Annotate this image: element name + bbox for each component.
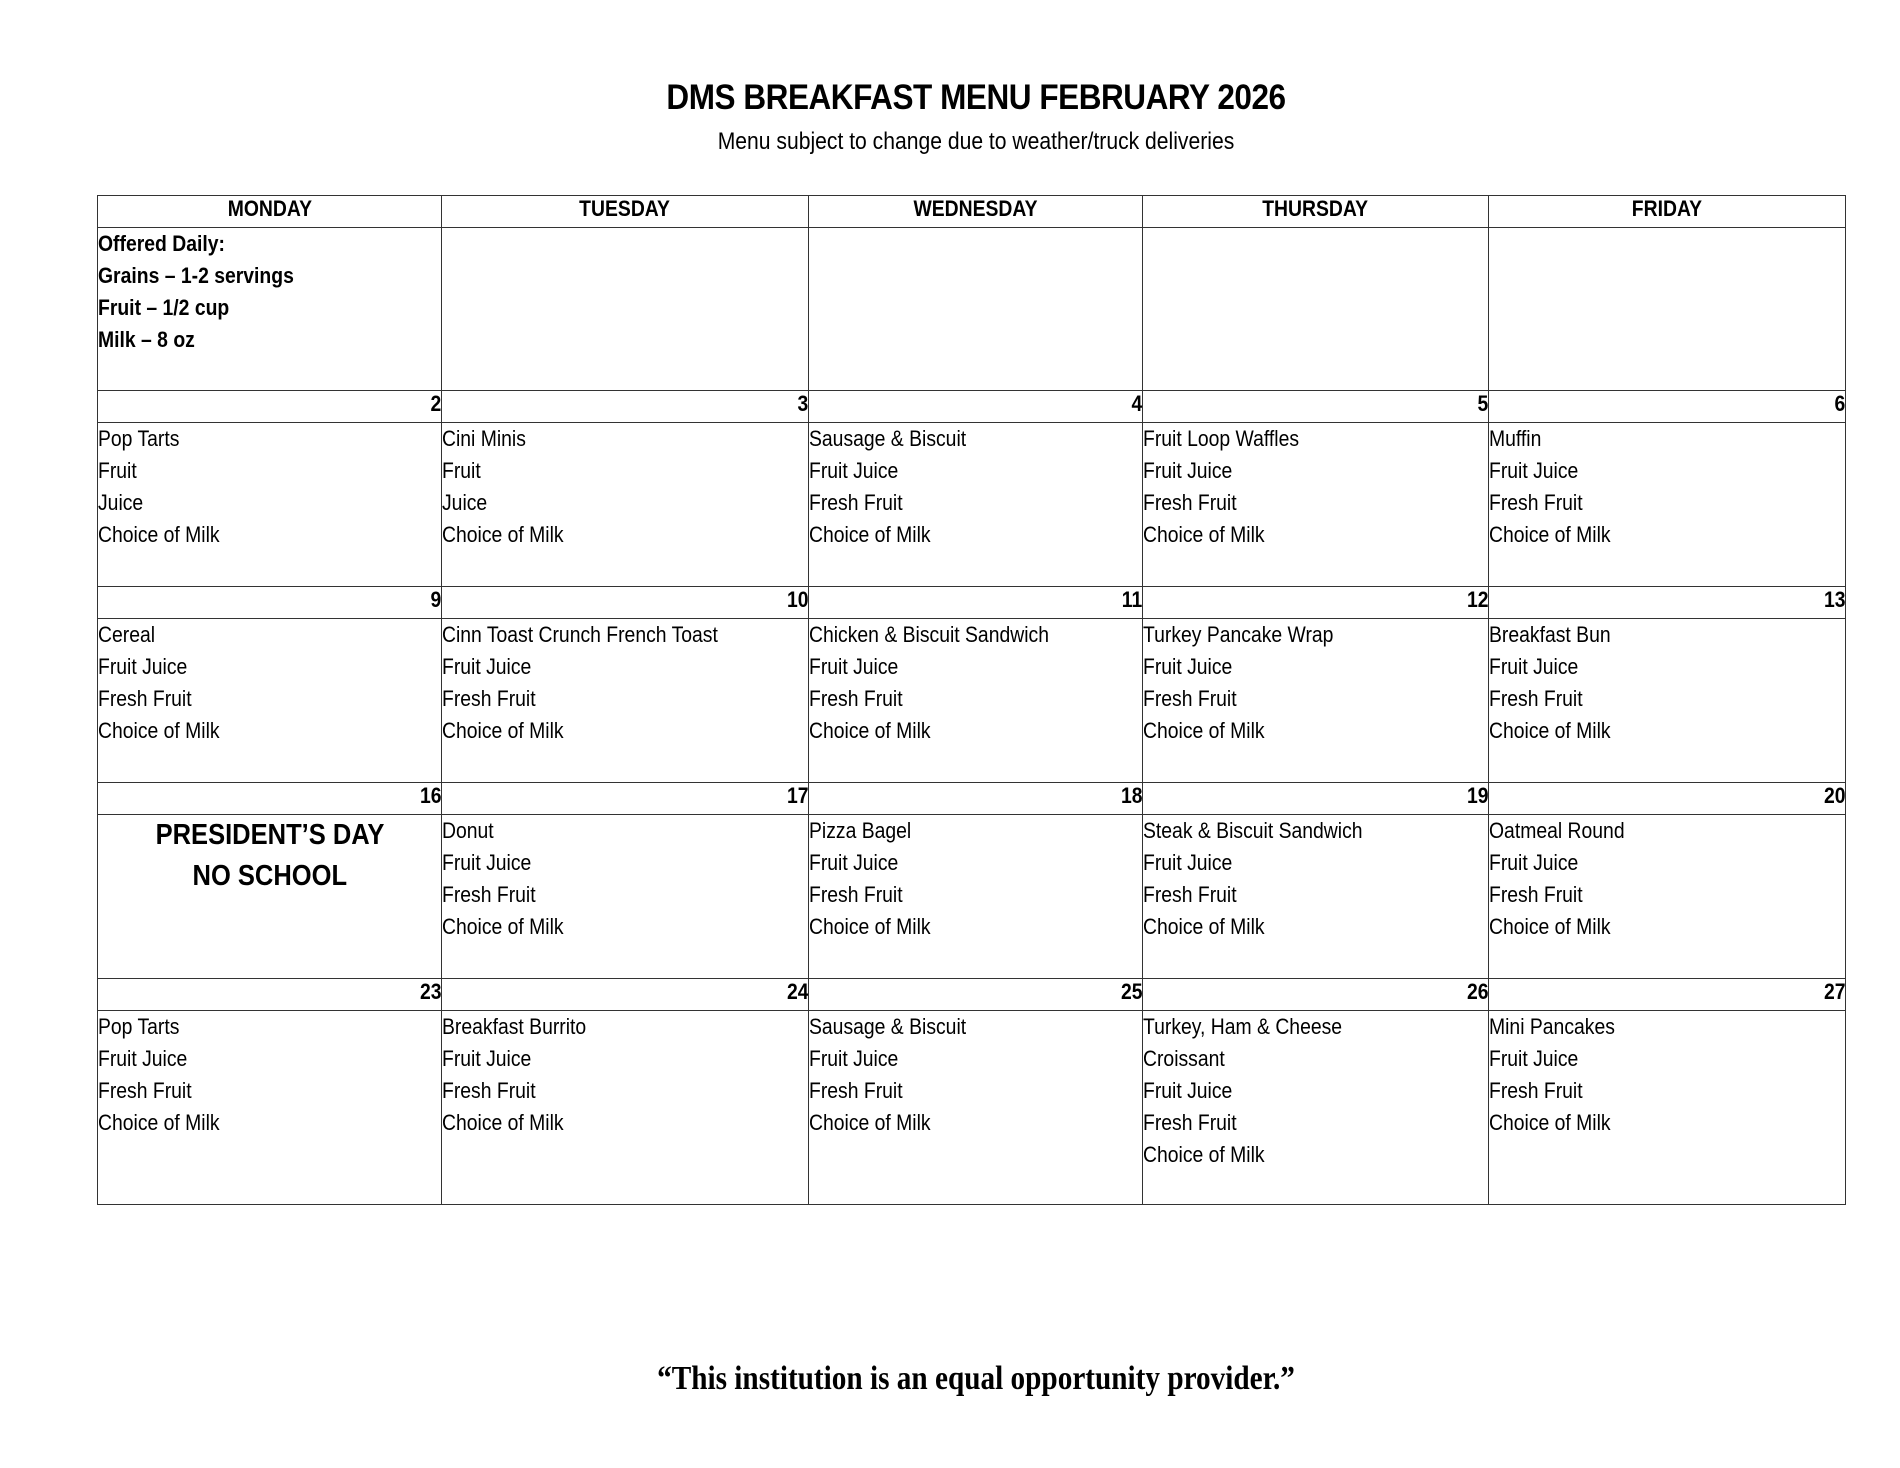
offered-daily-cell	[98, 228, 442, 391]
menu-item: Choice of Milk	[1143, 914, 1265, 939]
empty-cell	[442, 228, 809, 391]
menu-item: Fresh Fruit	[809, 490, 903, 515]
date-cell: 16	[98, 783, 442, 815]
date-cell: 13	[1489, 587, 1846, 619]
date-cell: 3	[442, 391, 809, 423]
menu-item: Choice of Milk	[809, 522, 931, 547]
menu-item: Fruit Juice	[809, 458, 899, 483]
date-cell: 6	[1489, 391, 1846, 423]
menu-item: Muffin	[1489, 426, 1542, 451]
menu-item: Fresh Fruit	[1489, 686, 1583, 711]
menu-item: Pizza Bagel	[809, 818, 912, 843]
menu-item: Fruit Juice	[98, 654, 188, 679]
menu-cell	[442, 815, 809, 979]
menu-cell	[809, 423, 1143, 587]
menu-cell	[98, 619, 442, 783]
menu-item: Oatmeal Round	[1489, 818, 1625, 843]
menu-item: Fresh Fruit	[1489, 490, 1583, 515]
menu-cell	[98, 1011, 442, 1205]
menu-cell	[1143, 619, 1489, 783]
menu-item: Choice of Milk	[809, 718, 931, 743]
menu-item: Pop Tarts	[98, 426, 180, 451]
menu-item: Choice of Milk	[809, 914, 931, 939]
menu-item: Fruit Juice	[1489, 1046, 1579, 1071]
offered-daily-grains: Grains – 1-2 servings	[98, 263, 294, 288]
menu-item: Fresh Fruit	[98, 1078, 192, 1103]
menu-item: Fresh Fruit	[1489, 882, 1583, 907]
date-cell: 24	[442, 979, 809, 1011]
menu-item: Sausage & Biscuit	[809, 426, 967, 451]
menu-item: Fruit Loop Waffles	[1143, 426, 1300, 451]
menu-item: Steak & Biscuit Sandwich	[1143, 818, 1363, 843]
menu-item: Fresh Fruit	[1143, 1110, 1237, 1135]
menu-item: Fruit Juice	[442, 654, 532, 679]
menu-item: Fruit Juice	[1489, 458, 1579, 483]
menu-item: Choice of Milk	[1489, 718, 1611, 743]
menu-item: Fresh Fruit	[809, 1078, 903, 1103]
menu-item: Turkey Pancake Wrap	[1143, 622, 1334, 647]
empty-cell	[1143, 228, 1489, 391]
day-header-wednesday: WEDNESDAY	[809, 196, 1143, 228]
menu-cell	[442, 423, 809, 587]
menu-item: Fruit Juice	[1489, 654, 1579, 679]
menu-item: Turkey, Ham & Cheese	[1143, 1014, 1343, 1039]
menu-item: Choice of Milk	[442, 718, 564, 743]
menu-cell	[1143, 815, 1489, 979]
menu-cell	[1489, 423, 1846, 587]
menu-item: Fresh Fruit	[809, 686, 903, 711]
menu-item: Fruit Juice	[442, 1046, 532, 1071]
date-cell: 19	[1143, 783, 1489, 815]
date-cell: 2	[98, 391, 442, 423]
menu-item: Choice of Milk	[98, 718, 220, 743]
menu-item: Fruit Juice	[442, 850, 532, 875]
equal-opportunity-statement: “This institution is an equal opportunity provider.”	[657, 1360, 1295, 1397]
menu-item: Cini Minis	[442, 426, 526, 451]
menu-calendar-table	[97, 195, 1846, 1205]
menu-item: Fruit Juice	[1143, 458, 1233, 483]
menu-cell	[809, 619, 1143, 783]
menu-item: Fruit	[442, 458, 481, 483]
menu-item: Mini Pancakes	[1489, 1014, 1615, 1039]
date-cell: 5	[1143, 391, 1489, 423]
menu-item: Fruit Juice	[809, 850, 899, 875]
menu-cell	[442, 619, 809, 783]
date-cell: 27	[1489, 979, 1846, 1011]
menu-item: Fruit Juice	[1143, 850, 1233, 875]
menu-row	[98, 423, 1846, 587]
menu-item: Juice	[442, 490, 488, 515]
holiday-cell	[98, 815, 442, 979]
menu-item: Fruit Juice	[1489, 850, 1579, 875]
page-title: DMS BREAKFAST MENU FEBRUARY 2026	[666, 78, 1286, 117]
menu-cell	[809, 815, 1143, 979]
menu-item: Choice of Milk	[98, 522, 220, 547]
menu-item: Fresh Fruit	[809, 882, 903, 907]
date-cell: 25	[809, 979, 1143, 1011]
offered-daily-fruit: Fruit – 1/2 cup	[98, 295, 230, 320]
day-header-tuesday: TUESDAY	[442, 196, 809, 228]
menu-item: Choice of Milk	[1143, 1142, 1265, 1167]
date-row	[98, 783, 1846, 815]
empty-cell	[809, 228, 1143, 391]
menu-cell	[1489, 1011, 1846, 1205]
weekday-header-row	[98, 196, 1846, 228]
menu-item: Fresh Fruit	[1489, 1078, 1583, 1103]
date-cell: 10	[442, 587, 809, 619]
holiday-note: NO SCHOOL	[192, 860, 347, 892]
menu-cell	[442, 1011, 809, 1205]
menu-item: Breakfast Bun	[1489, 622, 1611, 647]
offered-daily-row	[98, 228, 1846, 391]
menu-item: Choice of Milk	[442, 522, 564, 547]
menu-item: Choice of Milk	[809, 1110, 931, 1135]
menu-item: Fruit Juice	[809, 654, 899, 679]
menu-item: Fresh Fruit	[1143, 882, 1237, 907]
menu-item: Croissant	[1143, 1046, 1225, 1071]
menu-item: Breakfast Burrito	[442, 1014, 587, 1039]
menu-item: Fruit Juice	[98, 1046, 188, 1071]
menu-cell	[809, 1011, 1143, 1205]
date-cell: 18	[809, 783, 1143, 815]
day-header-thursday: THURSDAY	[1143, 196, 1489, 228]
menu-item: Fruit	[98, 458, 137, 483]
date-row	[98, 391, 1846, 423]
menu-row	[98, 815, 1846, 979]
date-cell: 20	[1489, 783, 1846, 815]
date-cell: 4	[809, 391, 1143, 423]
day-header-friday: FRIDAY	[1489, 196, 1846, 228]
day-header-monday: MONDAY	[98, 196, 442, 228]
menu-item: Choice of Milk	[442, 1110, 564, 1135]
menu-item: Fruit Juice	[1143, 654, 1233, 679]
date-cell: 23	[98, 979, 442, 1011]
date-row	[98, 979, 1846, 1011]
menu-cell	[1489, 815, 1846, 979]
menu-item: Choice of Milk	[1489, 914, 1611, 939]
menu-item: Fruit Juice	[809, 1046, 899, 1071]
menu-item: Fresh Fruit	[1143, 686, 1237, 711]
menu-item: Choice of Milk	[1489, 1110, 1611, 1135]
menu-cell	[98, 423, 442, 587]
menu-row	[98, 619, 1846, 783]
offered-daily-heading: Offered Daily:	[98, 231, 225, 256]
menu-cell	[1143, 423, 1489, 587]
menu-item: Choice of Milk	[442, 914, 564, 939]
menu-cell	[1143, 1011, 1489, 1205]
menu-item: Choice of Milk	[1143, 522, 1265, 547]
menu-item: Fruit Juice	[1143, 1078, 1233, 1103]
menu-item: Chicken & Biscuit Sandwich	[809, 622, 1049, 647]
date-cell: 11	[809, 587, 1143, 619]
menu-item: Fresh Fruit	[98, 686, 192, 711]
offered-daily-milk: Milk – 8 oz	[98, 327, 195, 352]
menu-row	[98, 1011, 1846, 1205]
menu-item: Cereal	[98, 622, 156, 647]
menu-item: Fresh Fruit	[442, 1078, 536, 1103]
date-cell: 26	[1143, 979, 1489, 1011]
holiday-name: PRESIDENT’S DAY	[155, 819, 384, 851]
date-cell: 9	[98, 587, 442, 619]
menu-item: Pop Tarts	[98, 1014, 180, 1039]
menu-item: Choice of Milk	[1143, 718, 1265, 743]
date-cell: 12	[1143, 587, 1489, 619]
page-subtitle: Menu subject to change due to weather/truck deliveries	[717, 128, 1235, 155]
date-row	[98, 587, 1846, 619]
menu-item: Juice	[98, 490, 144, 515]
date-cell: 17	[442, 783, 809, 815]
empty-cell	[1489, 228, 1846, 391]
menu-cell	[1489, 619, 1846, 783]
menu-item: Fresh Fruit	[442, 686, 536, 711]
menu-item: Choice of Milk	[98, 1110, 220, 1135]
menu-item: Fresh Fruit	[1143, 490, 1237, 515]
menu-item: Cinn Toast Crunch French Toast	[442, 622, 718, 647]
menu-item: Sausage & Biscuit	[809, 1014, 967, 1039]
menu-item: Choice of Milk	[1489, 522, 1611, 547]
menu-item: Fresh Fruit	[442, 882, 536, 907]
menu-item: Donut	[442, 818, 494, 843]
